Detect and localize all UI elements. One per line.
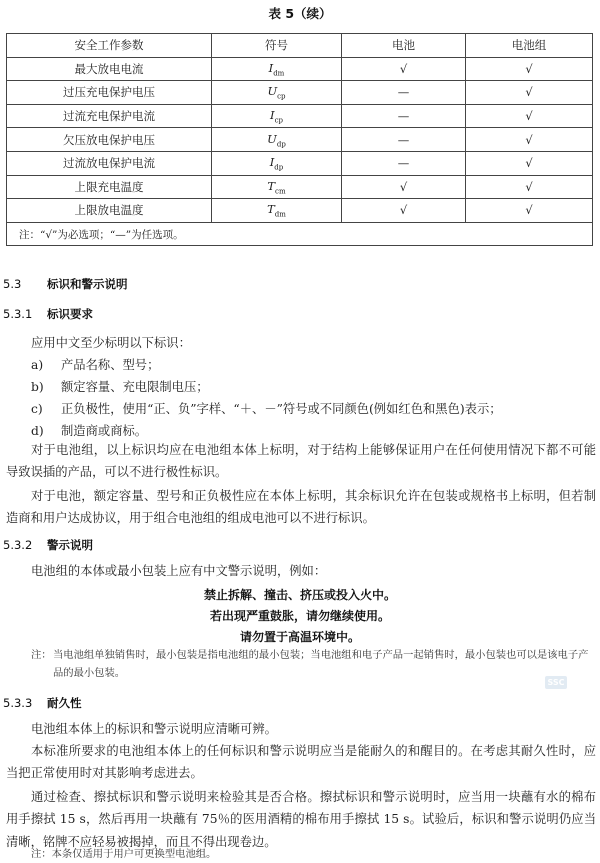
section-title: 标识和警示说明 [47,277,128,291]
paragraph-cell-marking: 对于电池，额定容量、型号和正负极性应在本体上标明，其余标识允许在包装或规格书上标明，但若制造商和用户达成协议，用于组合电池组的组成电池可以不进行标识。 [6,489,596,526]
cell-mark: — [342,104,466,128]
list-item [31,376,209,398]
note-label: 注： [31,649,52,661]
param-symbol: $T_{cm}$ [212,175,342,199]
section-number: 5.3 [3,277,22,291]
paragraph-legibility: 电池组本体上的标识和警示说明应清晰可辨。 [31,722,277,736]
col-header-param: 安全工作参数 [7,34,212,58]
pack-mark: √ [466,199,593,223]
replaceable-pack-note: 注：本条仅适用于用户可更换型电池组。 [31,848,217,860]
param-symbol: $I_{cp}$ [212,104,342,128]
list-item-text: 正负极性，使用“正、负”字样、“＋、－”符号或不同颜色(例如红色和黑色)表示； [61,402,502,416]
pack-mark: √ [466,128,593,152]
section-number: 5.3.1 [3,307,33,321]
section-heading-5-3-3 [3,695,82,711]
cell-mark: — [342,128,466,152]
pack-mark: √ [466,57,593,81]
param-name: 过流放电保护电流 [7,151,212,175]
col-header-pack: 电池组 [466,34,593,58]
col-header-symbol: 符号 [212,34,342,58]
list-item [31,398,502,420]
table-row [7,175,593,199]
warning-intro: 电池组的本体或最小包装上应有中文警示说明，例如： [31,564,327,578]
param-symbol: $I_{dm}$ [212,57,342,81]
param-name: 上限充电温度 [7,175,212,199]
list-marker: b) [31,380,44,394]
packaging-note [31,646,596,682]
param-symbol: $U_{cp}$ [212,81,342,105]
table-row [7,128,593,152]
list-item-text: 制造商或商标。 [61,424,148,438]
label-intro: 应用中文至少标明以下标识： [31,336,191,350]
table-caption: 表 5（续） [268,6,332,21]
section-heading-5-3 [3,276,128,292]
cell-mark: √ [342,57,466,81]
pack-mark: √ [466,104,593,128]
param-name: 上限放电温度 [7,199,212,223]
list-item-text: 额定容量、充电限制电压； [61,380,209,394]
param-name: 欠压放电保护电压 [7,128,212,152]
list-item [31,354,159,376]
param-symbol: $U_{dp}$ [212,128,342,152]
paragraph-pack-marking: 对于电池组，以上标识均应在电池组本体上标明，对于结构上能够保证用户在任何使用情况下都不可能导致误插的产品，可以不进行极性标识。 [6,443,596,480]
table-row [7,199,593,223]
section-title: 耐久性 [47,696,82,710]
paragraph-rub-test: 通过检查、擦拭标识和警示说明来检验其是否合格。擦拭标识和警示说明时，应当用一块蘸有水的棉布用手擦拭 15 s，然后再用一块蘸有 75％的医用酒精的棉布用手擦拭 15 s。试验后，标识和警示说明仍应当清晰，铭牌不应轻易被揭掉，而且不得出现卷边。 [6,790,596,849]
cell-mark: — [342,81,466,105]
section-number: 5.3.3 [3,696,33,710]
col-header-cell: 电池 [342,34,466,58]
warning-text-1: 禁止拆解、撞击、挤压或投入火中。 [203,588,396,602]
param-symbol: $T_{dm}$ [212,199,342,223]
section-number: 5.3.2 [3,538,33,552]
pack-mark: √ [466,175,593,199]
paragraph-durability: 本标准所要求的电池组本体上的任何标识和警示说明应当是能耐久的和醒目的。在考虑其耐久性时，应当把正常使用时对其影响考虑进去。 [6,744,596,781]
table-row [7,151,593,175]
list-marker: a) [31,358,44,372]
param-name: 过压充电保护电压 [7,81,212,105]
note-text: 当电池组单独销售时，最小包装是指电池组的最小包装；当电池组和电子产品一起销售时，最小包装也可以是该电子产品的最小包装。 [53,649,589,679]
table-note-row [7,222,593,246]
pack-mark: √ [466,81,593,105]
list-marker: d) [31,424,44,438]
safety-parameter-table [6,33,593,246]
param-name: 过流充电保护电流 [7,104,212,128]
pack-mark: √ [466,151,593,175]
table-note: 注：“√”为必选项；“—”为任选项。 [7,222,593,246]
list-marker: c) [31,402,43,416]
table-row [7,104,593,128]
param-name: 最大放电电流 [7,57,212,81]
section-title: 标识要求 [47,307,93,321]
warning-text-3: 请勿置于高温环境中。 [239,630,360,644]
watermark-logo: SSC [545,676,567,689]
section-heading-5-3-1 [3,306,93,322]
section-title: 警示说明 [47,538,93,552]
cell-mark: √ [342,175,466,199]
param-symbol: $I_{dp}$ [212,151,342,175]
cell-mark: — [342,151,466,175]
table-row [7,57,593,81]
section-heading-5-3-2 [3,537,93,553]
table-header-row [7,34,593,58]
list-item-text: 产品名称、型号； [61,358,160,372]
cell-mark: √ [342,199,466,223]
table-row [7,81,593,105]
warning-text-2: 若出现严重鼓胀，请勿继续使用。 [209,609,390,623]
